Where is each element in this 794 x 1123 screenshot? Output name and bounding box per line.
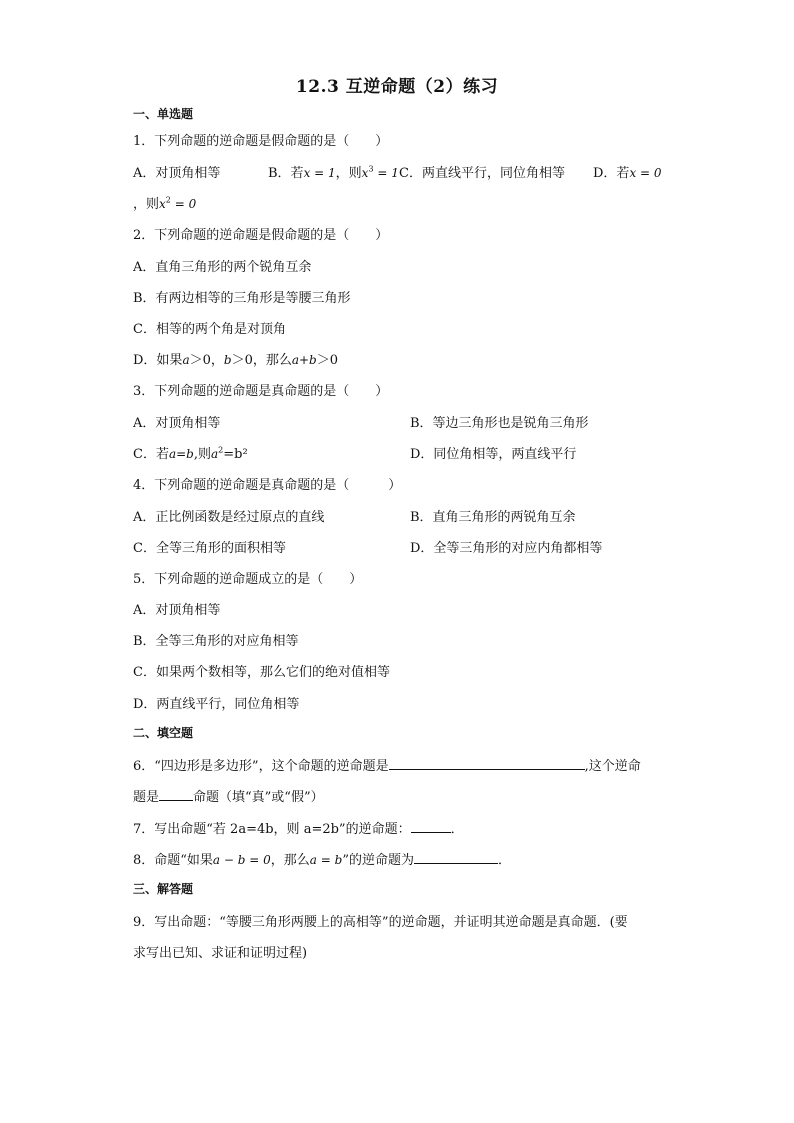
question-5-option-b: B．全等三角形的对应角相等 (133, 634, 299, 649)
section-heading-fill-blank: 二、填空题 (133, 726, 194, 740)
question-2-stem: 2．下列命题的逆命题是假命题的是（ ） (133, 228, 389, 243)
question-4-stem: 4．下列命题的逆命题是真命题的是（ ） (133, 478, 402, 493)
question-2-option-d: D．如果a＞0，b＞0，那么a+b＞0 (133, 353, 339, 368)
question-7: 7．写出命题“若 2a=4b，则 a=2b”的逆命题： ． (133, 822, 464, 837)
answer-blank[interactable] (414, 851, 498, 864)
question-6-line-1: 6．“四边形是多边形”，这个命题的逆命题是 ,这个逆命 (133, 759, 641, 774)
question-4-option-d: D．全等三角形的对应内角都相等 (410, 541, 603, 556)
question-4-option-b: B．直角三角形的两锐角互余 (410, 510, 576, 525)
question-3-option-d: D．同位角相等，两直线平行 (410, 447, 577, 462)
section-heading-single-choice: 一、单选题 (133, 107, 194, 121)
question-1-option-a: A．对顶角相等 (133, 166, 221, 181)
question-2-option-c: C．相等的两个角是对顶角 (133, 322, 286, 337)
question-6-line-2: 题是 命题（填“真”或“假”） (133, 790, 324, 805)
question-3-option-b: B．等边三角形也是锐角三角形 (410, 416, 589, 431)
question-5-option-d: D．两直线平行，同位角相等 (133, 697, 300, 712)
page-title: 12.3 互逆命题（2）练习 (295, 77, 499, 97)
question-1-stem: 1．下列命题的逆命题是假命题的是（ ） (133, 134, 389, 149)
question-1-option-d-continued: ，则$x^2 = 0$ (133, 195, 197, 212)
question-3-stem: 3．下列命题的逆命题是真命题的是（ ） (133, 384, 389, 399)
question-5-stem: 5．下列命题的逆命题成立的是（ ） (133, 572, 363, 587)
question-8: 8．命题“如果a − b = 0，那么a = b”的逆命题为 ． (133, 853, 511, 868)
question-1-option-b: B．若x = 1，则$x^3 = 1$ (268, 164, 399, 181)
question-5-option-a: A．对顶角相等 (133, 603, 221, 618)
question-2-option-b: B．有两边相等的三角形是等腰三角形 (133, 291, 351, 306)
question-5-option-c: C．如果两个数相等，那么它们的绝对值相等 (133, 665, 390, 680)
answer-blank[interactable] (389, 757, 585, 770)
question-2-option-a: A．直角三角形的两个锐角互余 (133, 260, 312, 275)
question-3-option-a: A．对顶角相等 (133, 416, 221, 431)
question-3-option-c: C．若a=b,则$a^2=b^2$ (133, 445, 248, 462)
question-9-line-2: 求写出已知、求证和证明过程) (133, 946, 308, 961)
question-9-line-1: 9．写出命题：“等腰三角形两腰上的高相等”的逆命题，并证明其逆命题是真命题．(要 (133, 915, 628, 930)
answer-blank[interactable] (159, 788, 193, 801)
question-1-option-d: D．若x = 0 (593, 166, 662, 181)
answer-blank[interactable] (411, 820, 451, 833)
question-4-option-c: C．全等三角形的面积相等 (133, 541, 286, 556)
question-1-option-c: C．两直线平行，同位角相等 (399, 166, 565, 181)
question-4-option-a: A．正比例函数是经过原点的直线 (133, 510, 325, 525)
section-heading-answer: 三、解答题 (133, 882, 194, 896)
